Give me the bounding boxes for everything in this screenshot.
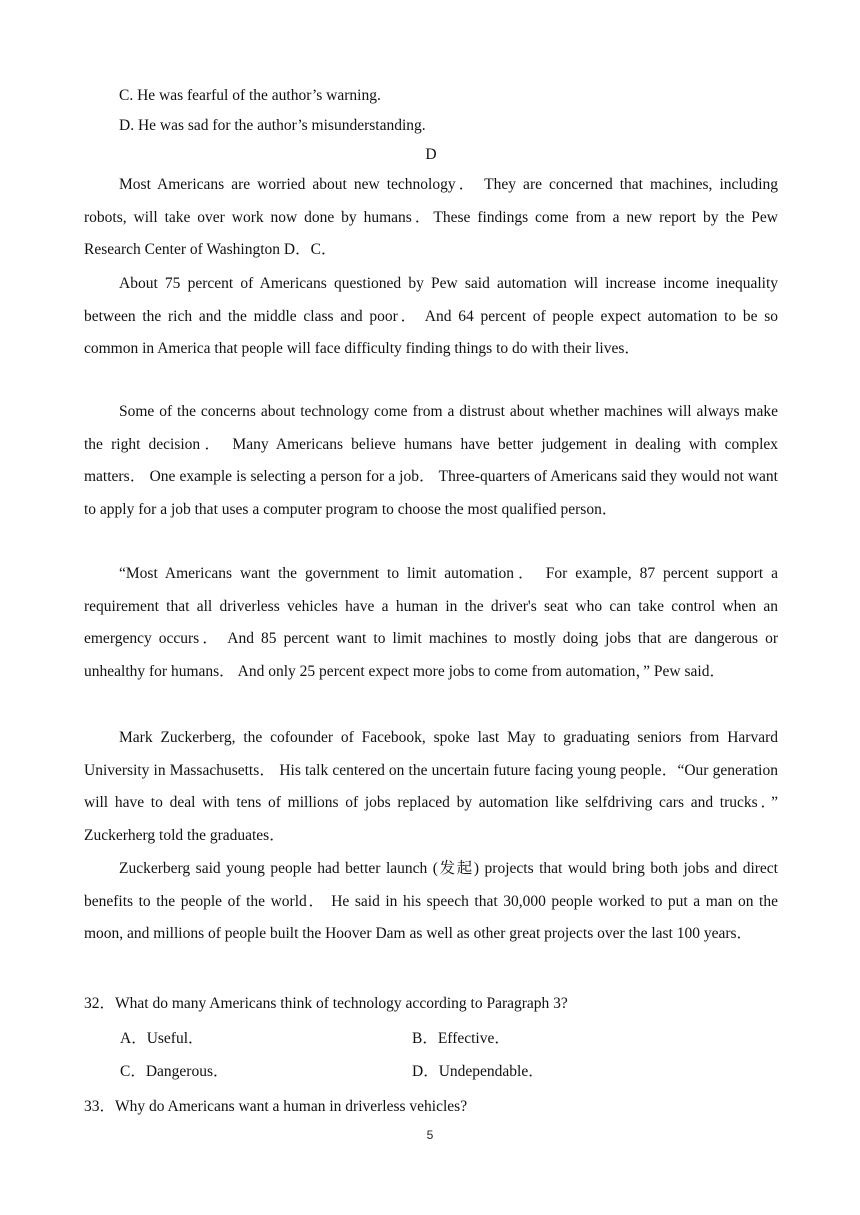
question-32-stem: 32．What do many Americans think of technology according to Paragraph 3? bbox=[84, 995, 568, 1012]
section-label: D bbox=[425, 146, 437, 163]
paragraph-1: Most Americans are worried about new technology． They are concerned that machines, including robots, will take over work now done by humans．These findings come from a new report by the Pew Research Center of Washington D．C． bbox=[84, 176, 778, 259]
question-32-option-c: C．Dangerous． bbox=[120, 1063, 229, 1080]
question-32-option-a: A．Useful． bbox=[120, 1030, 204, 1047]
previous-option-d: D. He was sad for the author’s misunderstanding. bbox=[119, 117, 426, 134]
question-32-option-b: B．Effective． bbox=[412, 1030, 510, 1047]
question-32-option-d: D．Undependable． bbox=[412, 1063, 544, 1080]
question-33-stem: 33．Why do Americans want a human in driverless vehicles? bbox=[84, 1098, 468, 1115]
paragraph-4: “Most Americans want the government to limit automation． For example, 87 percent support a requirement that all driverless vehicles have a human in the driver's seat who can take control when an emergency occurs． And 85 percent want to limit machines to mostly doing jobs that are dangerous or unhealthy for humans． And only 25 percent expect more jobs to come from automation，” Pew said． bbox=[84, 565, 778, 680]
page-number: 5 bbox=[426, 1128, 434, 1142]
paragraph-3: Some of the concerns about technology come from a distrust about whether machines will always make the right decision． Many Americans believe humans have better judgement in dealing with complex matters． One example is selecting a person for a job． Three-quarters of Americans said they would not want to apply for a job that uses a computer program to choose the most qualified person． bbox=[84, 403, 778, 518]
paragraph-6: Zuckerberg said young people had better launch (发起) projects that would bring both jobs and direct benefits to the people of the world． He said in his speech that 30,000 people worked to put a man on the moon, and millions of people built the Hoover Dam as well as other great projects over the last 100 years． bbox=[84, 860, 778, 943]
previous-option-c: C. He was fearful of the author’s warning. bbox=[119, 87, 381, 104]
paragraph-5: Mark Zuckerberg, the cofounder of Facebook, spoke last May to graduating seniors from Harvard University in Massachusetts． His talk centered on the uncertain future facing young people．“Our generation will have to deal with tens of millions of jobs replaced by automation like selfdriving cars and trucks．” Zuckerherg told the graduates． bbox=[84, 729, 778, 844]
paragraph-2: About 75 percent of Americans questioned by Pew said automation will increase income inequality between the rich and the middle class and poor． And 64 percent of people expect automation to be so common in America that people will face difficulty finding things to do with their lives． bbox=[84, 275, 778, 358]
